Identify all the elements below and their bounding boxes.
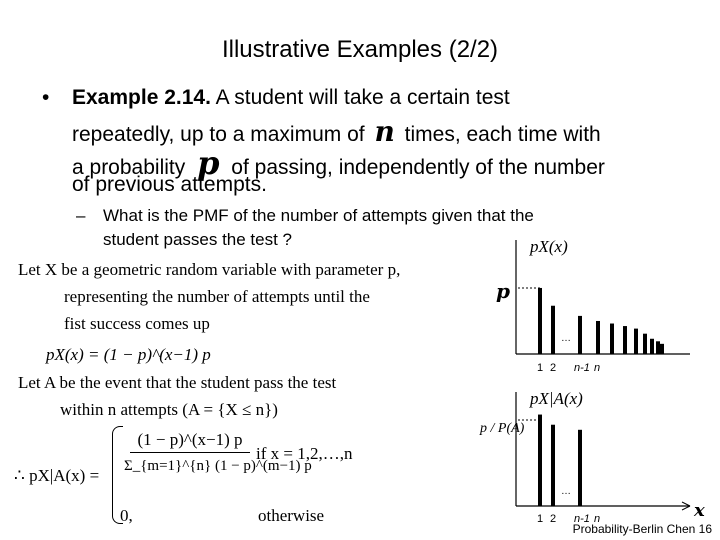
chart2-ellipsis: … [561, 486, 571, 497]
example-text-3a: a probability [72, 156, 186, 179]
symbol-n: n [374, 115, 395, 148]
case1-denominator: Σ_{m=1}^{n} (1 − p)^(m−1) p [124, 458, 312, 474]
chart1-bar-9 [650, 339, 654, 354]
case1-numerator: (1 − p)^(x−1) p [137, 430, 243, 449]
chart1-tick-1: 1 [537, 362, 544, 374]
example-text-2a: repeatedly, up to a maximum of [72, 123, 365, 146]
case2-condition: otherwise [258, 506, 325, 525]
chart1-tick-2: 2 [550, 362, 557, 374]
example-text-1: A student will take a certain test [215, 86, 510, 109]
question-line-2: student passes the test ? [103, 230, 293, 249]
bullet-marker: • [42, 86, 50, 109]
example-text-4: of previous attempts. [72, 173, 267, 196]
chart1-tick-n: n [594, 362, 601, 374]
chart1-bars [538, 288, 664, 354]
derivation-line-5: Let A be the event that the student pass the test [18, 373, 337, 392]
example-text-2b: times, each time with [404, 123, 601, 146]
chart1-bar-7 [634, 329, 638, 354]
chart2-title: pX|A(x) [530, 389, 583, 408]
chart1-bar-10 [656, 341, 660, 354]
derivation-line-6: within n attempts (A = {X ≤ n}) [60, 400, 278, 419]
case2-value: 0, [120, 506, 133, 525]
chart2-x-label: x [694, 500, 705, 521]
derivation-line-1: Let X be a geometric random variable with parameter p, [18, 260, 401, 279]
chart1-bar-8 [643, 334, 647, 354]
chart2-tick-2: 2 [550, 513, 557, 525]
chart1-title: pX(x) [530, 237, 568, 256]
chart1-bar-6 [623, 326, 627, 354]
chart1-ellipsis: … [561, 333, 571, 344]
example-label: Example 2.14. [72, 86, 211, 109]
chart1-bar-1 [538, 288, 542, 354]
chart1-y-tick: p [496, 279, 510, 303]
chart2-bars [538, 415, 582, 506]
chart2-bar-1 [538, 415, 542, 506]
chart1-bar-5 [610, 324, 614, 354]
chart2-bar-2 [551, 425, 555, 506]
question-line-1: What is the PMF of the number of attempts given that the [103, 206, 534, 225]
sub-bullet-dash: – [76, 206, 86, 225]
chart1-bar-4 [596, 321, 600, 354]
pmf-formula: pX(x) = (1 − p)^(x−1) p [46, 345, 211, 364]
chart2-tick-n-1: n-1 [574, 513, 590, 525]
derivation-line-3: fist success comes up [64, 314, 210, 333]
chart2-y-tick: p / P(A) [480, 421, 525, 436]
chart2-bar-3 [578, 430, 582, 506]
chart1-bar-2 [551, 306, 555, 354]
example-text-3b: of passing, independently of the number [231, 156, 605, 179]
chart1-tick-n-1: n-1 [574, 362, 590, 374]
symbol-p: p [197, 144, 220, 182]
chart1-bar-3 [578, 316, 582, 354]
footer-credit: Probability-Berlin Chen 16 [572, 522, 712, 536]
slide-title: Illustrative Examples (2/2) [221, 36, 499, 63]
chart2-tick-n: n [594, 513, 601, 525]
chart1-bar-11 [660, 344, 664, 354]
case1-condition: if x = 1,2,…,n [256, 444, 353, 463]
derivation-line-2: representing the number of attempts until the [64, 287, 370, 306]
conditional-pmf-prefix: ∴ pX|A(x) = [14, 466, 100, 485]
chart2-tick-1: 1 [537, 513, 544, 525]
